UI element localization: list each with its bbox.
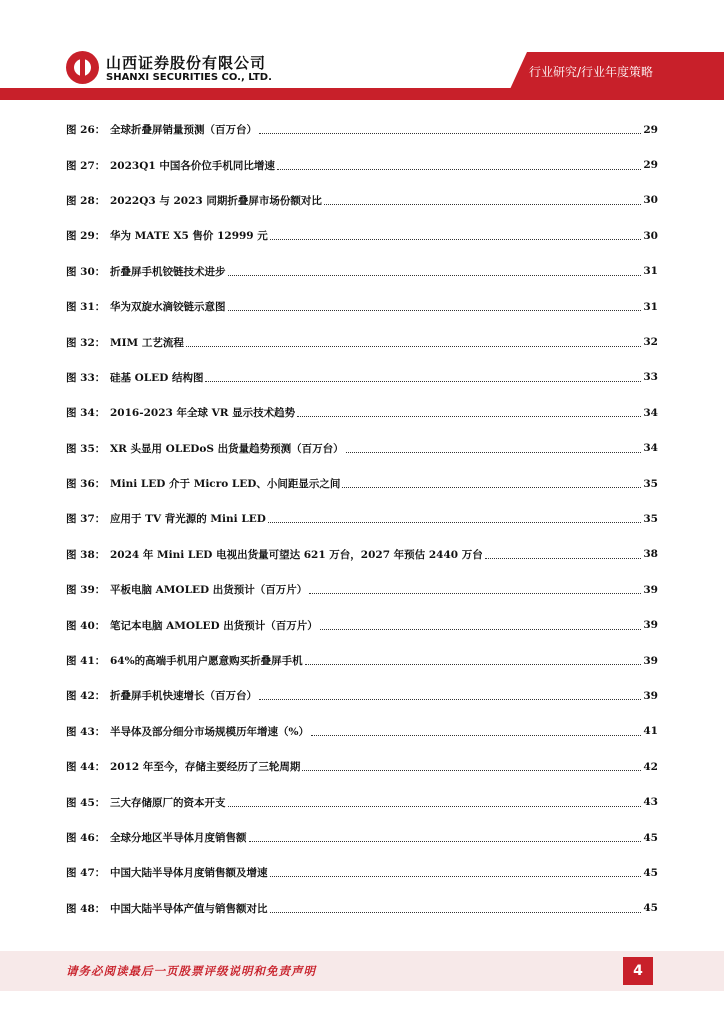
figure-title: XR 头显用 OLEDoS 出货量趋势预测（百万台） — [110, 442, 344, 455]
figure-title: 笔记本电脑 AMOLED 出货预计（百万片） — [110, 619, 318, 632]
figure-title: Mini LED 介于 Micro LED、小间距显示之间 — [110, 478, 341, 491]
toc-entry[interactable] — [66, 643, 658, 678]
figure-number: 图 30： — [66, 265, 106, 278]
figure-number: 图 34： — [66, 407, 106, 420]
dot-leader — [277, 169, 642, 170]
figure-title: 2016-2023 年全球 VR 显示技术趋势 — [110, 407, 296, 420]
figure-page-number: 42 — [643, 760, 658, 773]
figure-page-number: 29 — [643, 123, 658, 136]
figure-title: 2022Q3 与 2023 同期折叠屏市场份额对比 — [110, 194, 322, 207]
figure-page-number: 38 — [643, 548, 658, 561]
toc-entry[interactable] — [66, 855, 658, 890]
figure-page-number: 45 — [643, 902, 658, 915]
dot-leader — [309, 593, 641, 594]
dot-leader — [320, 629, 642, 630]
figure-page-number: 30 — [643, 194, 658, 207]
toc-entry[interactable] — [66, 289, 658, 324]
toc-entry[interactable] — [66, 147, 658, 182]
dot-leader — [270, 876, 642, 877]
figure-number: 图 42： — [66, 690, 106, 703]
figure-title: 全球分地区半导体月度销售额 — [110, 832, 247, 844]
figure-page-number: 43 — [643, 796, 658, 809]
figure-title: 折叠屏手机铰链技术进步 — [110, 265, 226, 278]
company-logo-icon — [66, 51, 99, 84]
figure-number: 图 32： — [66, 336, 106, 349]
figure-page-number: 35 — [643, 512, 658, 525]
dot-leader — [346, 452, 642, 453]
toc-entry[interactable] — [66, 749, 658, 784]
figure-number: 图 27： — [66, 159, 106, 172]
dot-leader — [186, 346, 642, 347]
figure-number: 图 26： — [66, 124, 106, 137]
figure-title: 中国大陆半导体月度销售额及增速 — [110, 867, 268, 880]
disclaimer-text: 请务必阅读最后一页股票评级说明和免责声明 — [66, 964, 316, 978]
figure-number: 图 31： — [66, 301, 106, 314]
section-label: 行业研究/行业年度策略 — [529, 65, 654, 79]
figure-title: 折叠屏手机快速增长（百万台） — [110, 690, 257, 703]
figure-number: 图 48： — [66, 902, 106, 915]
toc-entry[interactable] — [66, 324, 658, 359]
figure-page-number: 39 — [643, 689, 658, 702]
toc-entry[interactable] — [66, 537, 658, 572]
figure-page-number: 32 — [643, 336, 658, 349]
company-name-en: SHANXI SECURITIES CO., LTD. — [106, 72, 272, 83]
figure-title: MIM 工艺流程 — [110, 336, 184, 349]
figure-page-number: 41 — [643, 725, 658, 738]
figure-title: 华为双旋水滴铰链示意图 — [110, 301, 226, 314]
dot-leader — [311, 735, 641, 736]
figure-list — [66, 112, 658, 926]
toc-entry[interactable] — [66, 607, 658, 642]
figure-title: 2024 年 Mini LED 电视出货量可望达 621 万台，2027 年预估 2440 万台 — [110, 548, 483, 561]
figure-page-number: 39 — [643, 619, 658, 632]
figure-number: 图 40： — [66, 619, 106, 632]
figure-number: 图 29： — [66, 230, 106, 243]
toc-entry[interactable] — [66, 466, 658, 501]
figure-page-number: 45 — [643, 866, 658, 879]
dot-leader — [228, 275, 642, 276]
toc-entry[interactable] — [66, 112, 658, 147]
figure-page-number: 31 — [643, 300, 658, 313]
figure-number: 图 47： — [66, 867, 106, 880]
figure-number: 图 39： — [66, 584, 106, 597]
figure-page-number: 33 — [643, 371, 658, 384]
dot-leader — [485, 558, 642, 559]
figure-page-number: 35 — [643, 477, 658, 490]
dot-leader — [270, 912, 642, 913]
toc-entry[interactable] — [66, 714, 658, 749]
figure-page-number: 39 — [643, 654, 658, 667]
toc-entry[interactable] — [66, 820, 658, 855]
company-name-cn: 山西证券股份有限公司 — [106, 54, 267, 72]
page-header — [0, 0, 724, 100]
dot-leader — [324, 204, 642, 205]
figure-number: 图 33： — [66, 371, 106, 384]
toc-entry[interactable] — [66, 572, 658, 607]
toc-entry[interactable] — [66, 254, 658, 289]
figure-page-number: 39 — [643, 583, 658, 596]
figure-title: 平板电脑 AMOLED 出货预计（百万片） — [110, 584, 308, 597]
figure-number: 图 46： — [66, 832, 106, 844]
figure-title: 中国大陆半导体产值与销售额对比 — [110, 902, 268, 915]
figure-page-number: 34 — [643, 442, 658, 455]
dot-leader — [297, 416, 641, 417]
figure-title: 全球折叠屏销量预测（百万台） — [110, 124, 257, 137]
dot-leader — [342, 487, 641, 488]
figure-number: 图 41： — [66, 655, 106, 668]
dot-leader — [249, 841, 642, 842]
dot-leader — [228, 310, 642, 311]
figure-page-number: 29 — [643, 159, 658, 172]
figure-number: 图 35： — [66, 442, 106, 455]
figure-title: 硅基 OLED 结构图 — [110, 371, 204, 384]
figure-number: 图 37： — [66, 513, 106, 526]
figure-page-number: 45 — [643, 831, 658, 844]
figure-title: 2023Q1 中国各价位手机同比增速 — [110, 159, 275, 172]
figure-page-number: 30 — [643, 229, 658, 242]
figure-number: 图 45： — [66, 796, 106, 809]
toc-entry[interactable] — [66, 395, 658, 430]
figure-number: 图 28： — [66, 194, 106, 207]
figure-title: 2012 年至今，存储主要经历了三轮周期 — [110, 761, 301, 774]
figure-number: 图 43： — [66, 725, 106, 738]
figure-title: 华为 MATE X5 售价 12999 元 — [110, 230, 268, 243]
dot-leader — [268, 522, 642, 523]
figure-title: 半导体及部分细分市场规模历年增速（%） — [110, 725, 309, 738]
figure-number: 图 38： — [66, 548, 106, 561]
toc-entry[interactable] — [66, 431, 658, 466]
dot-leader — [302, 770, 641, 771]
figure-title: 应用于 TV 背光源的 Mini LED — [110, 513, 266, 526]
toc-entry[interactable] — [66, 891, 658, 926]
dot-leader — [259, 133, 641, 134]
figure-page-number: 34 — [643, 406, 658, 419]
toc-entry[interactable] — [66, 183, 658, 218]
toc-entry[interactable] — [66, 501, 658, 536]
dot-leader — [270, 239, 642, 240]
dot-leader — [228, 806, 642, 807]
toc-entry[interactable] — [66, 784, 658, 819]
dot-leader — [259, 699, 641, 700]
figure-number: 图 44： — [66, 761, 106, 774]
toc-entry[interactable] — [66, 218, 658, 253]
toc-entry[interactable] — [66, 678, 658, 713]
figure-title: 三大存储原厂的资本开支 — [110, 796, 226, 809]
figure-title: 64%的高端手机用户愿意购买折叠屏手机 — [110, 655, 303, 668]
figure-page-number: 31 — [643, 265, 658, 278]
dot-leader — [205, 381, 641, 382]
dot-leader — [305, 664, 642, 665]
toc-entry[interactable] — [66, 360, 658, 395]
page-number: 4 — [623, 957, 653, 985]
figure-number: 图 36： — [66, 478, 106, 491]
